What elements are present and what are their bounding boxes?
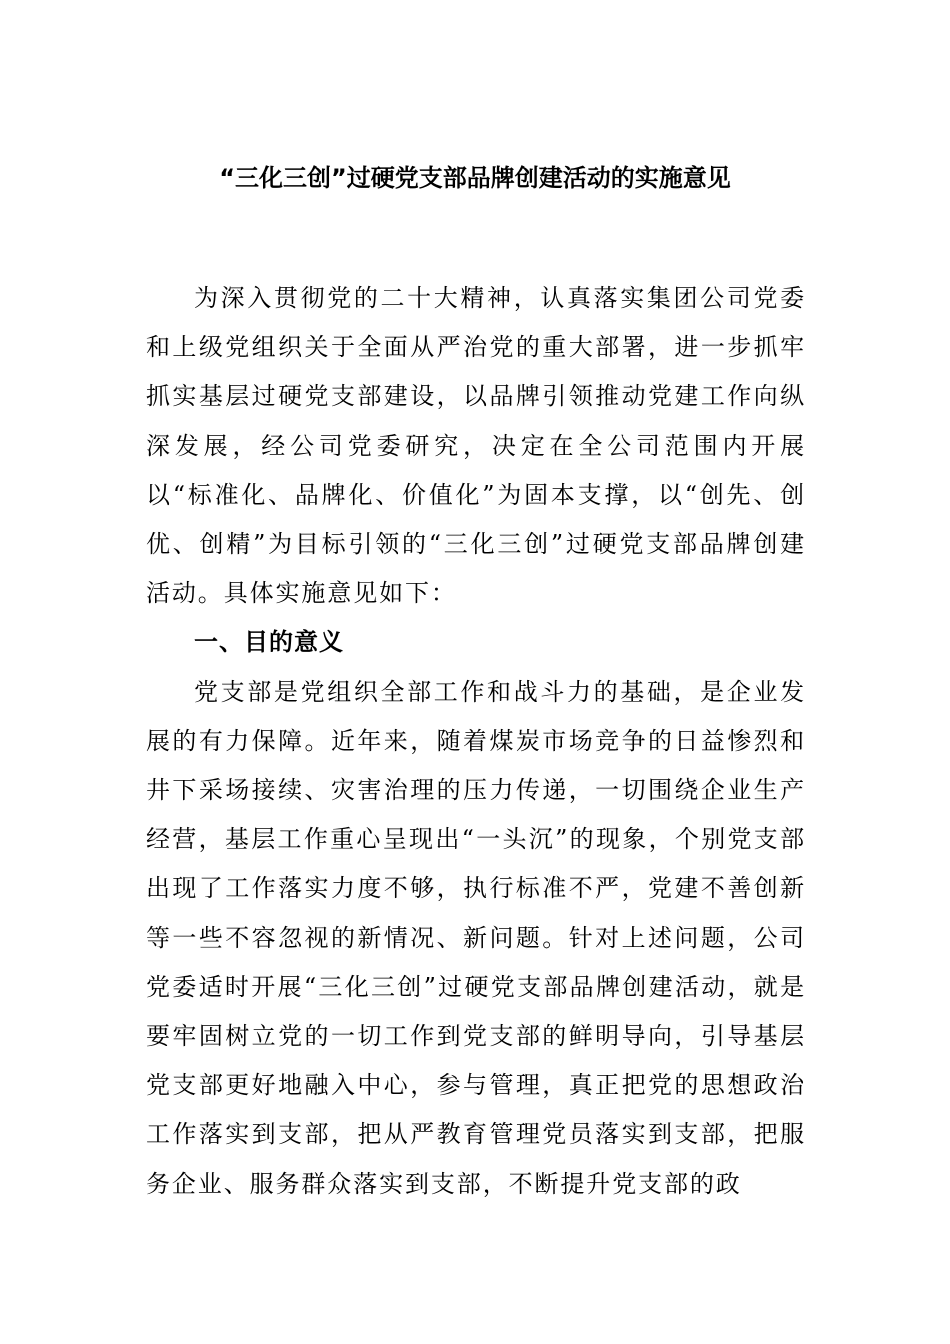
document-title: “三化三创”过硬党支部品牌创建活动的实施意见 bbox=[219, 164, 731, 192]
document-body bbox=[146, 274, 806, 1209]
intro-paragraph: 为深入贯彻党的二十大精神，认真落实集团公司党委和上级党组织关于全面从严治党的重大部署，进一步抓牢抓实基层过硬党支部建设，以品牌引领推动党建工作向纵深发展，经公司党委研究，决定在全公司范围内开展以“标准化、品牌化、价值化”为固本支撑，以“创先、创优、创精”为目标引领的“三化三创”过硬党支部品牌创建活动。具体实施意见如下： bbox=[146, 284, 806, 608]
section-heading: 一、目的意义 bbox=[194, 628, 344, 657]
section-paragraph: 党支部是党组织全部工作和战斗力的基础，是企业发展的有力保障。近年来，随着煤炭市场竞争的日益惨烈和井下采场接续、灾害治理的压力传递，一切围绕企业生产经营，基层工作重心呈现出“一头沉”的现象，个别党支部出现了工作落实力度不够，执行标准不严，党建不善创新等一些不容忽视的新情况、新问题。针对上述问题，公司党委适时开展“三化三创”过硬党支部品牌创建活动，就是要牢固树立党的一切工作到党支部的鲜明导向，引导基层党支部更好地融入中心，参与管理，真正把党的思想政治工作落实到支部，把从严教育管理党员落实到支部，把服务企业、服务群众落实到支部，不断提升党支部的政 bbox=[146, 677, 806, 1198]
